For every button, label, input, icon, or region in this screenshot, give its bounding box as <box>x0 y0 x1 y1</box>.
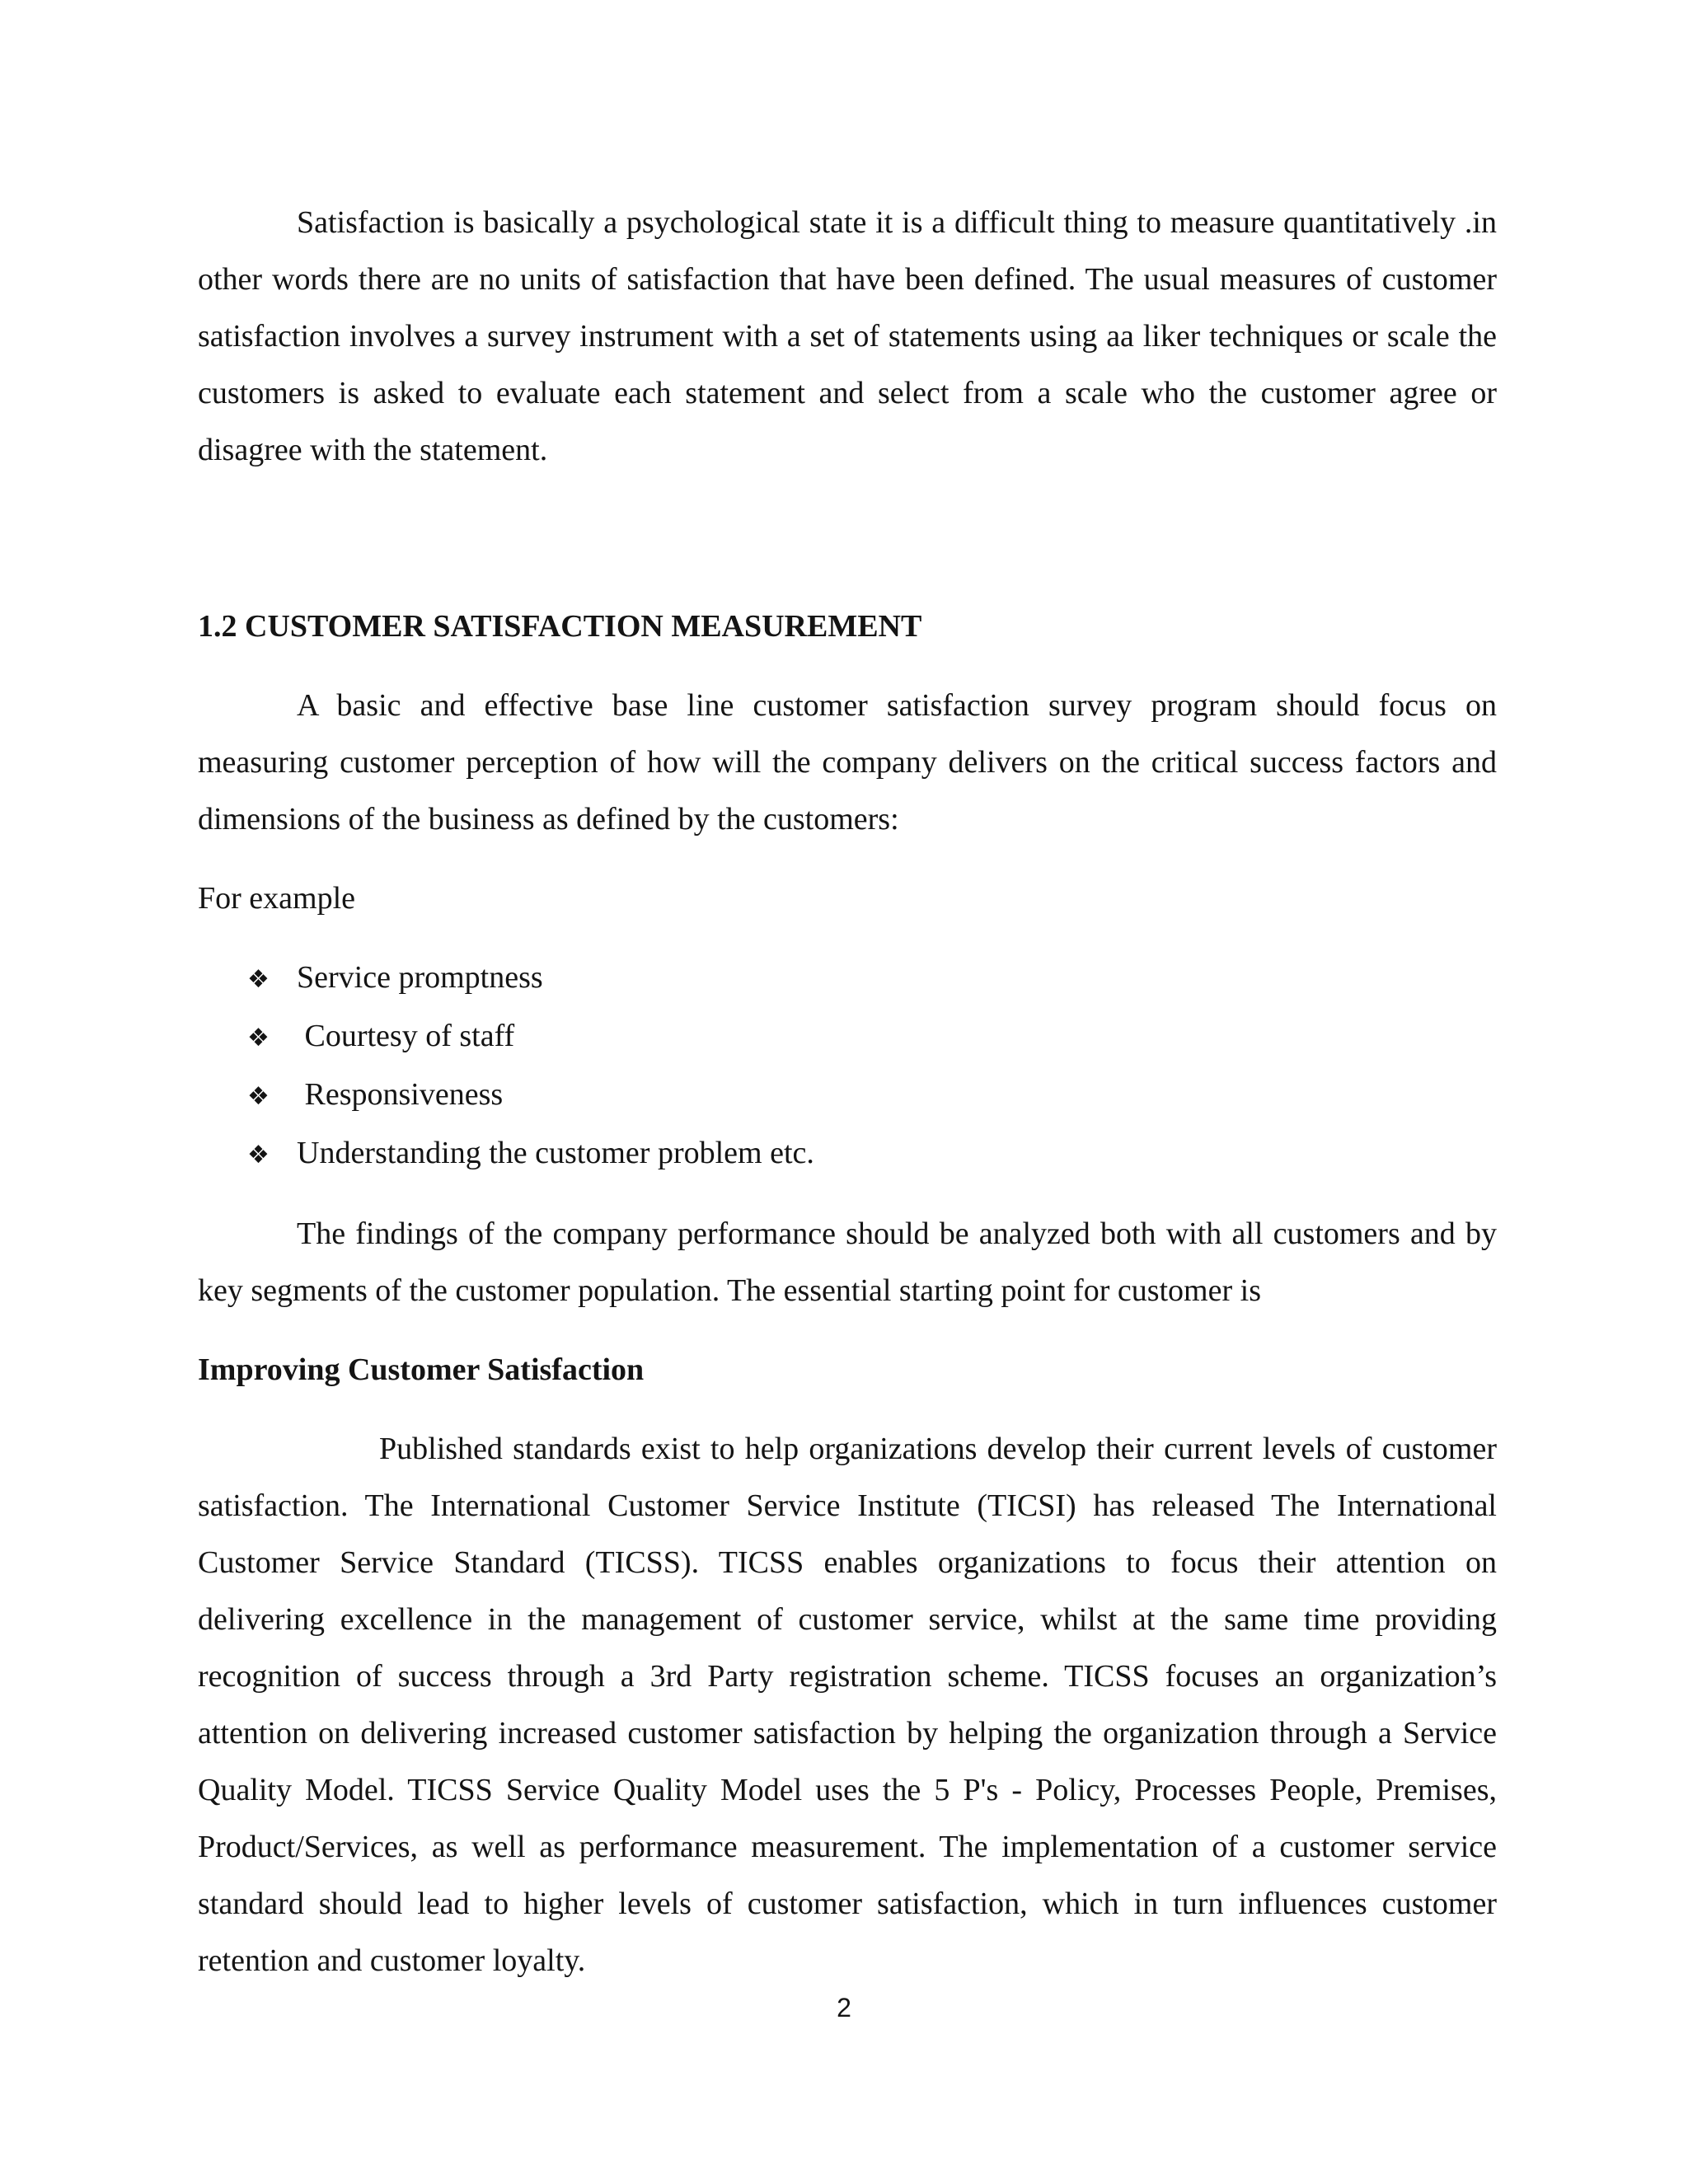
list-item <box>247 1125 1497 1183</box>
bullet-list <box>198 949 1497 1183</box>
list-item-text: Service promptness <box>297 960 543 995</box>
document-page <box>198 194 1497 1990</box>
diamond-bullet-icon: ❖ <box>247 1141 270 1169</box>
page-number: 2 <box>837 1993 851 2022</box>
list-item <box>247 949 1497 1008</box>
section-heading: 1.2 CUSTOMER SATISFACTION MEASUREMENT <box>198 609 922 644</box>
list-item-text: Courtesy of staff <box>297 1019 515 1053</box>
example-label: For example <box>198 881 356 916</box>
diamond-bullet-icon: ❖ <box>247 1082 270 1111</box>
list-item <box>247 1066 1497 1125</box>
list-item-text: Responsiveness <box>297 1077 504 1112</box>
subsection-heading: Improving Customer Satisfaction <box>198 1352 645 1387</box>
list-item-text: Understanding the customer problem etc. <box>297 1136 814 1170</box>
list-item <box>247 1008 1497 1066</box>
diamond-bullet-icon: ❖ <box>247 1024 270 1052</box>
improving-paragraph: Published standards exist to help organizations develop their current levels of customer satisfaction. The International Customer Service Institute (TICSI) has released The International Customer Service Standard (TICSS). TICSS enables organizations to focus their attention on delivering excellence in the management of customer service, whilst at the same time providing recognition of success through a 3rd Party registration scheme. TICSS focuses an organization’s attention on delivering increased customer satisfaction by helping the organization through a Service Quality Model. TICSS Service Quality Model uses the 5 P's - Policy, Processes People, Premises, Product/Services, as well as performance measurement. The implementation of a customer service standard should lead to higher levels of customer satisfaction, which in turn influences customer retention and customer loyalty. <box>198 1432 1497 1978</box>
findings-paragraph: The findings of the company performance should be analyzed both with all customers and by key segments of the customer population. The essential starting point for customer is <box>198 1216 1497 1308</box>
section-paragraph: A basic and effective base line customer satisfaction survey program should focus on measuring customer perception of how will the company delivers on the critical success factors and dimensions of the business as defined by the customers: <box>198 688 1497 837</box>
intro-paragraph: Satisfaction is basically a psychological state it is a difficult thing to measure quantitatively .in other words there are no units of satisfaction that have been defined. The usual measures of customer satisfaction involves a survey instrument with a set of statements using aa liker techniques or scale the customers is asked to evaluate each statement and select from a scale who the customer agree or disagree with the statement. <box>198 205 1497 467</box>
diamond-bullet-icon: ❖ <box>247 965 270 994</box>
